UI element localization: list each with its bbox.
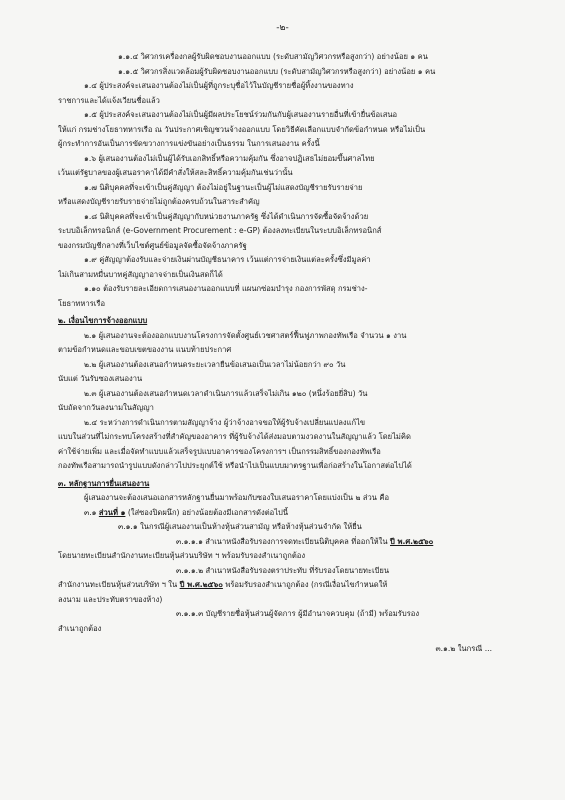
text-line: ตามข้อกำหนดและขอบเขตของงาน แนบท้ายประกาศ	[58, 345, 232, 354]
text-line: หรือแสดงบัญชีรายรับรายจ่ายไม่ถูกต้องครบถ้วนในสาระสำคัญ	[58, 197, 260, 206]
text-line: ๑.๖ ผู้เสนองานต้องไม่เป็นผู้ได้รับเอกสิทธิ์หรือความคุ้มกัน ซึ่งอาจปฏิเสธไม่ยอมขึ้นศาลไทย	[84, 153, 375, 163]
text-line: ๑.๕ ผู้ประสงค์จะเสนองานต้องไม่เป็นผู้มีผลประโยชน์ร่วมกันกับผู้เสนองานรายอื่นที่เข้ายื่นข้อเสนอ	[84, 110, 398, 119]
clause-3-1-1-2: ๓.๑.๑.๒ สำเนาหนังสือรับรองตราประทับ ที่รับรองโดยนายทะเบียน	[176, 565, 390, 575]
text-line: ของกรมบัญชีกลางที่เว็บไซต์ศูนย์ข้อมูลจัดซื้อจัดจ้างภาครัฐ	[58, 240, 247, 250]
text-line: ไม่เกินสามหมื่นบาทคู่สัญญาอาจจ่ายเป็นเงินสดก็ได้	[58, 269, 223, 279]
text-line: ๑.๑๐ ต้องรับรายละเอียดการเสนองานออกแบบที่ แผนกซ่อมบำรุง กองการพัสดุ กรมช่าง-	[84, 284, 368, 293]
clause-3-1-part-label: ส่วนที่ ๑	[98, 507, 126, 517]
continuation-note: ๓.๑.๒ ในกรณี ...	[435, 644, 492, 653]
text-line: ๑.๑.๔ วิศวกรเครื่องกลผู้รับผิดชอบงานออกแบบ (ระดับสามัญวิศวกรหรือสูงกว่า) อย่างน้อย ๑ คน	[118, 52, 428, 61]
clause-3-1-1: ๓.๑.๑ ในกรณีผู้เสนองานเป็นห้างหุ้นส่วนสามัญ หรือห้างหุ้นส่วนจำกัด ให้ยื่น	[118, 522, 362, 531]
text-line: ๑.๑.๕ วิศวกรสิ่งแวดล้อมผู้รับผิดชอบงานออกแบบ (ระดับสามัญวิศวกรหรือสูงกว่า) อย่างน้อย ๑ คน	[118, 66, 436, 76]
clause-3-1-1-3-cont: สำเนาถูกต้อง	[58, 623, 102, 633]
text-line: เว้นแต่รัฐบาลของผู้เสนอราคาได้มีคำสั่งให้สละสิทธิ์ความคุ้มกันเช่นว่านั้น	[58, 168, 293, 177]
clause-3-1-1-1-cont: โดยนายทะเบียนสำนักงานทะเบียนหุ้นส่วนบริษัท ฯ พร้อมรับรองสำเนาถูกต้อง	[58, 551, 306, 560]
text-line: ๑.๗ นิติบุคคลที่จะเข้าเป็นคู่สัญญา ต้องไม่อยู่ในฐานะเป็นผู้ไม่แสดงบัญชีรายรับรายจ่าย	[84, 182, 363, 192]
text-line: แบบในส่วนที่ไม่กระทบโครงสร้างที่สำคัญของอาคาร ที่ผู้รับจ้างได้ส่งมอบตามงวดงานในสัญญาแล้ว โดยไม่คิด	[58, 432, 411, 441]
text-line: ผู้กระทำการอันเป็นการขัดขวางการแข่งขันอย่างเป็นธรรม ในการเสนองาน ครั้งนี้	[58, 139, 320, 148]
clause-3-1-number: ๓.๑	[84, 507, 97, 517]
clause-3-1-1-2-year: ปี พ.ศ.๒๕๖๐	[179, 580, 223, 589]
text-line: กองทัพเรือสามารถนำรูปแบบดังกล่าวไปประยุกต์ใช้ หรือนำไปเป็นแบบมาตรฐานเพื่อก่อสร้างในโอกาสต่อไปได้	[58, 461, 412, 470]
text-line: ๒.๓ ผู้เสนองานต้องเสนอกำหนดเวลาดำเนินการแล้วเสร็จไม่เกิน ๑๒๐ (หนึ่งร้อยยี่สิบ) วัน	[84, 388, 368, 398]
section-1-continuation	[58, 50, 510, 311]
clause-3-1-1-2-cert: พร้อมรับรองสำเนาถูกต้อง (กรณีเงื่อนไขกำหนดให้	[225, 580, 388, 589]
document-body	[58, 50, 510, 657]
section-2-heading: ๒. เงื่อนไขการจ้างออกแบบ	[58, 316, 148, 325]
clause-3-1-1-1-year: ปี พ.ศ.๒๕๖๐	[390, 536, 434, 546]
clause-3-1-1-1	[58, 535, 510, 550]
section-3-heading: ๓. หลักฐานการยื่นเสนองาน	[58, 478, 150, 488]
text-line: ราชการและได้แจ้งเวียนชื่อแล้ว	[58, 95, 160, 105]
text-line: ระบบอิเล็กทรอนิกส์ (e-Government Procurement : e-GP) ต้องลงทะเบียนในระบบอิเล็กทรอนิกส์	[58, 226, 382, 235]
clause-3-1-1-2-cont	[58, 578, 510, 593]
clause-3-1-1-1-text: ๓.๑.๑.๑ สำเนาหนังสือรับรองการจดทะเบียนนิติบุคคล ที่ออกให้ใน	[176, 536, 388, 546]
text-line: นับแต่ วันรับซองเสนองาน	[58, 374, 143, 383]
section-2-body	[58, 329, 510, 474]
section-3-intro: ผู้เสนองานจะต้องเสนอเอกสารหลักฐานยื่นมาพร้อมกับซองใบเสนอราคาโดยแบ่งเป็น ๒ ส่วน คือ	[84, 493, 390, 502]
text-line: ๑.๘ นิติบุคคลที่จะเข้าเป็นคู่สัญญากับหน่วยงานภาครัฐ ซึ่งได้ดำเนินการจัดซื้อจัดจ้างด้วย	[84, 211, 369, 221]
text-line: นับถัดจากวันลงนามในสัญญา	[58, 403, 154, 412]
clause-3-1-text: (ใส่ซองปิดผนึก) อย่างน้อยต้องมีเอกสารดังต่อไปนี้	[127, 507, 289, 517]
clause-3-1-1-2-office: สำนักงานทะเบียนหุ้นส่วนบริษัท ฯ ใน	[58, 580, 178, 589]
text-line: ให้แก่ กรมช่างโยธาทหารเรือ ณ วันประกาศเชิญชวนจ้างออกแบบ โดยวิธีคัดเลือกแบบจำกัดข้อกำหนด หรือไม่เป็น	[58, 124, 426, 134]
text-line: โยธาทหารเรือ	[58, 298, 106, 308]
text-line: ค่าใช้จ่ายเพิ่ม และเมื่อจัดทำแบบแล้วเสร็จรูปแบบอาคารของโครงการฯ เป็นกรรมสิทธิ์ของกองทัพเรือ	[58, 446, 381, 456]
clause-3-1-1-2-end: ลงนาม และประทับตราของห้าง)	[58, 594, 163, 604]
page-number: -๒-	[276, 23, 289, 33]
text-line: ๒.๔ ระหว่างการดำเนินการตามสัญญาจ้าง ผู้ว่าจ้างอาจขอให้ผู้รับจ้างเปลี่ยนแปลงแก้ไข	[84, 417, 366, 427]
text-line: ๒.๑ ผู้เสนองานจะต้องออกแบบงานโครงการจัดตั้งศูนย์เวชศาสตร์ฟื้นฟูภาพกองทัพเรือ จำนวน ๑ งาน	[84, 330, 407, 340]
clause-3-1-1-3: ๓.๑.๑.๓ บัญชีรายชื่อหุ้นส่วนผู้จัดการ ผู้มีอำนาจควบคุม (ถ้ามี) พร้อมรับรอง	[176, 609, 420, 618]
clause-3-1	[58, 506, 510, 521]
text-line: ๒.๒ ผู้เสนองานต้องเสนอกำหนดระยะเวลายืนข้อเสนอเป็นเวลาไม่น้อยกว่า ๙๐ วัน	[84, 359, 346, 369]
text-line: ๑.๔ ผู้ประสงค์จะเสนองานต้องไม่เป็นผู้ที่ถูกระบุชื่อไว้ในบัญชีรายชื่อผู้ทิ้งงานของทาง	[84, 81, 354, 90]
text-line: ๑.๙ คู่สัญญาต้องรับและจ่ายเงินผ่านบัญชีธนาคาร เว้นแต่การจ่ายเงินแต่ละครั้งซึ่งมีมูลค่า	[84, 255, 371, 264]
